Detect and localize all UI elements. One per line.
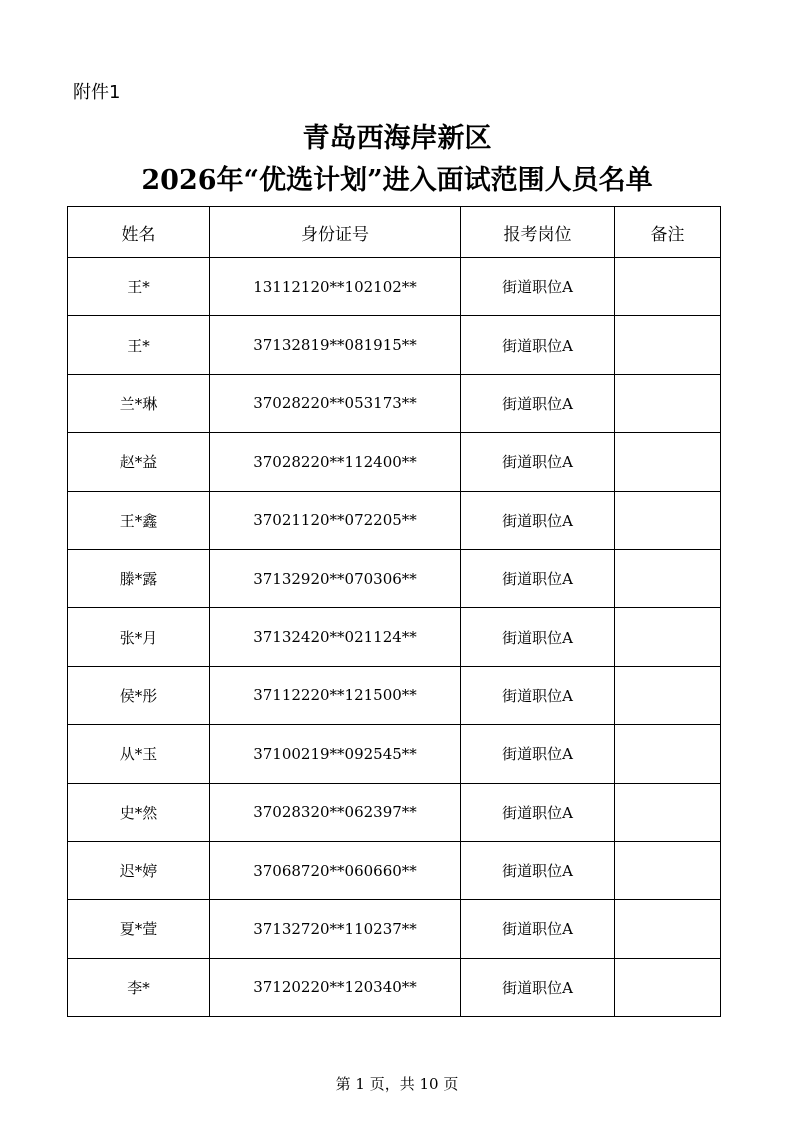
remarks-cell	[615, 608, 721, 666]
name-cell: 夏*萱	[68, 900, 210, 958]
position-cell: 街道职位A	[461, 783, 615, 841]
table-row	[68, 608, 721, 666]
position-cell: 街道职位A	[461, 666, 615, 724]
position-cell: 街道职位A	[461, 549, 615, 607]
header-remarks: 备注	[615, 207, 721, 258]
table-row	[68, 841, 721, 899]
name-cell: 王*鑫	[68, 491, 210, 549]
header-id-number: 身份证号	[210, 207, 461, 258]
position-cell: 街道职位A	[461, 900, 615, 958]
table-row	[68, 433, 721, 491]
candidate-table	[67, 206, 721, 1017]
id-number-cell: 37021120**072205**	[210, 491, 461, 549]
name-cell: 王*	[68, 258, 210, 316]
name-cell: 王*	[68, 316, 210, 374]
name-cell: 从*玉	[68, 725, 210, 783]
document-subtitle: 2026年“优选计划”进入面试范围人员名单	[141, 165, 653, 196]
id-number-cell: 37132720**110237**	[210, 900, 461, 958]
position-cell: 街道职位A	[461, 491, 615, 549]
position-cell: 街道职位A	[461, 433, 615, 491]
header-name: 姓名	[68, 207, 210, 258]
page-footer: 第 1 页，共 10 页	[335, 1075, 459, 1093]
position-cell: 街道职位A	[461, 374, 615, 432]
id-number-cell: 37100219**092545**	[210, 725, 461, 783]
table-header-row	[68, 207, 721, 258]
table-row	[68, 316, 721, 374]
name-cell: 迟*婷	[68, 841, 210, 899]
name-cell: 侯*彤	[68, 666, 210, 724]
position-cell: 街道职位A	[461, 316, 615, 374]
position-cell: 街道职位A	[461, 958, 615, 1016]
table-row	[68, 374, 721, 432]
remarks-cell	[615, 900, 721, 958]
id-number-cell: 37112220**121500**	[210, 666, 461, 724]
position-cell: 街道职位A	[461, 841, 615, 899]
name-cell: 李*	[68, 958, 210, 1016]
table-row	[68, 783, 721, 841]
id-number-cell: 37132420**021124**	[210, 608, 461, 666]
table-row	[68, 900, 721, 958]
remarks-cell	[615, 258, 721, 316]
table-row	[68, 491, 721, 549]
name-cell: 赵*益	[68, 433, 210, 491]
remarks-cell	[615, 841, 721, 899]
table-row	[68, 666, 721, 724]
attachment-label: 附件1	[73, 82, 121, 103]
id-number-cell: 37132920**070306**	[210, 549, 461, 607]
id-number-cell: 37028220**053173**	[210, 374, 461, 432]
remarks-cell	[615, 958, 721, 1016]
name-cell: 滕*露	[68, 549, 210, 607]
name-cell: 张*月	[68, 608, 210, 666]
id-number-cell: 37028220**112400**	[210, 433, 461, 491]
header-position: 报考岗位	[461, 207, 615, 258]
document-title: 青岛西海岸新区	[302, 123, 492, 154]
remarks-cell	[615, 433, 721, 491]
id-number-cell: 37028320**062397**	[210, 783, 461, 841]
remarks-cell	[615, 491, 721, 549]
position-cell: 街道职位A	[461, 608, 615, 666]
name-cell: 兰*琳	[68, 374, 210, 432]
id-number-cell: 37132819**081915**	[210, 316, 461, 374]
name-cell: 史*然	[68, 783, 210, 841]
id-number-cell: 37120220**120340**	[210, 958, 461, 1016]
remarks-cell	[615, 374, 721, 432]
id-number-cell: 13112120**102102**	[210, 258, 461, 316]
remarks-cell	[615, 549, 721, 607]
table-row	[68, 258, 721, 316]
remarks-cell	[615, 783, 721, 841]
table-row	[68, 725, 721, 783]
remarks-cell	[615, 316, 721, 374]
table-row	[68, 549, 721, 607]
id-number-cell: 37068720**060660**	[210, 841, 461, 899]
position-cell: 街道职位A	[461, 725, 615, 783]
position-cell: 街道职位A	[461, 258, 615, 316]
table-row	[68, 958, 721, 1016]
remarks-cell	[615, 666, 721, 724]
remarks-cell	[615, 725, 721, 783]
